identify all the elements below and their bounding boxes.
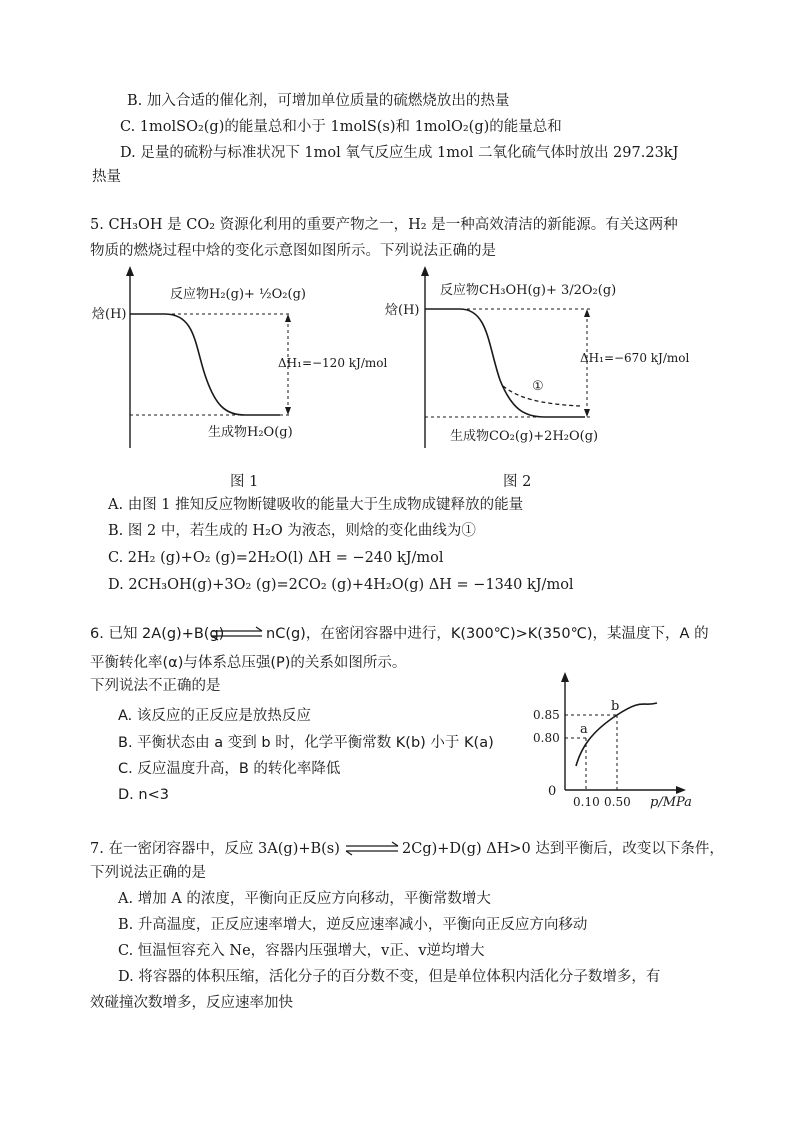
q5-option-a: A. 由图 1 推知反应物断键吸收的能量大于生成物成键释放的能量 bbox=[108, 497, 524, 513]
q6-option-d: D. n<3 bbox=[118, 787, 169, 803]
q5-option-b: B. 图 2 中，若生成的 H₂O 为液态，则焓的变化曲线为① bbox=[108, 523, 476, 539]
chart-origin-label: 0 bbox=[548, 784, 557, 799]
fig2-product-label: 生成物CO₂(g)+2H₂O(g) bbox=[450, 429, 599, 444]
chart-point-label-a: a bbox=[580, 722, 588, 737]
q6-option-a: A. 该反应的正反应是放热反应 bbox=[118, 708, 311, 724]
fig2-curve bbox=[425, 309, 585, 417]
q6-stem-line2: 平衡转化率(α)与体系总压强(P)的关系如图所示。 bbox=[90, 655, 407, 671]
q7-option-a: A. 增加 A 的浓度，平衡向正反应方向移动，平衡常数增大 bbox=[118, 891, 491, 907]
figure-1 bbox=[91, 266, 387, 448]
q5-option-d: D. 2CH₃OH(g)+3O₂ (g)=2CO₂ (g)+4H₂O(g) ΔH = −1340 kJ/mol bbox=[108, 577, 574, 593]
q7-equilibrium-arrow bbox=[346, 842, 398, 855]
q7-option-c: C. 恒温恒容充入 Ne，容器内压强增大，v正、v逆均增大 bbox=[118, 943, 485, 959]
fig1-dh-label: ΔH₁=−120 kJ/mol bbox=[278, 356, 388, 370]
q4-option-d-cont: 热量 bbox=[92, 169, 121, 185]
q4-option-d: D. 足量的硫粉与标准状况下 1mol 氧气反应生成 1mol 二氧化硫气体时放出 297.23kJ bbox=[120, 145, 679, 161]
fig2-caption: 图 2 bbox=[503, 474, 532, 490]
fig2-y-axis-label: 焓(H) bbox=[385, 303, 420, 318]
q6-option-c: C. 反应温度升高，B 的转化率降低 bbox=[118, 761, 341, 777]
fig2-reactant-label: 反应物CH₃OH(g)+ 3/2O₂(g) bbox=[440, 283, 617, 298]
q6-chart bbox=[533, 672, 692, 810]
q6-stem-line1-b: nC(g)，在密闭容器中进行，K(300℃)>K(350℃)，某温度下，A 的 bbox=[266, 626, 709, 642]
q7-stem-line2: 下列说法正确的是 bbox=[90, 865, 206, 881]
q7-option-b: B. 升高温度，正反应速率增大，逆反应速率减小，平衡向正反应方向移动 bbox=[118, 917, 588, 933]
q7-option-d-cont: 效碰撞次数增多，反应速率加快 bbox=[90, 995, 293, 1011]
fig2-marker: ① bbox=[532, 379, 544, 394]
chart-point-label-b: b bbox=[611, 699, 620, 714]
fig1-reactant-label: 反应物H₂(g)+ ½O₂(g) bbox=[170, 287, 306, 302]
fig2-y-arrow bbox=[421, 266, 429, 276]
q5-stem-line2: 物质的燃烧过程中焓的变化示意图如图所示。下列说法正确的是 bbox=[90, 243, 496, 259]
q4-option-c: C. 1molSO₂(g)的能量总和小于 1molS(s)和 1molO₂(g)的能量总和 bbox=[120, 119, 562, 135]
chart-y-tick-0.85: 0.85 bbox=[533, 708, 560, 722]
chart-y-tick-0.80: 0.80 bbox=[533, 731, 560, 745]
fig1-caption: 图 1 bbox=[230, 474, 259, 490]
q6-option-b: B. 平衡状态由 a 变到 b 时，化学平衡常数 K(b) 小于 K(a) bbox=[118, 735, 494, 751]
q6-stem-line3: 下列说法不正确的是 bbox=[90, 678, 221, 694]
q5-stem-line1: 5. CH₃OH 是 CO₂ 资源化利用的重要产物之一，H₂ 是一种高效清洁的新能源。有关这两种 bbox=[90, 217, 678, 233]
q4-option-b: B. 加入合适的催化剂，可增加单位质量的硫燃烧放出的热量 bbox=[127, 93, 510, 109]
fig2-dh-label: ΔH₁=−670 kJ/mol bbox=[580, 351, 690, 365]
fig1-curve bbox=[130, 314, 280, 415]
chart-x-tick-0.50: 0.50 bbox=[604, 795, 631, 809]
fig1-y-axis-label: 焓(H) bbox=[92, 307, 127, 322]
q7-option-d: D. 将容器的体积压缩，活化分子的百分数不变，但是单位体积内活化分子数增多，有 bbox=[118, 969, 661, 985]
q6-stem-line1-a: 6. 已知 2A(g)+B(g) bbox=[90, 626, 225, 642]
chart-x-tick-0.10: 0.10 bbox=[573, 795, 600, 809]
fig1-product-label: 生成物H₂O(g) bbox=[208, 425, 293, 440]
figure-2 bbox=[384, 266, 689, 448]
chart-x-label: p/MPa bbox=[650, 795, 692, 810]
fig1-y-arrow bbox=[126, 266, 134, 276]
q7-stem-line1-a: 7. 在一密闭容器中，反应 3A(g)+B(s) bbox=[90, 841, 340, 857]
q5-option-c: C. 2H₂ (g)+O₂ (g)=2H₂O(l) ΔH = −240 kJ/mol bbox=[108, 550, 444, 566]
q7-stem-line1-b: 2Cg)+D(g) ΔH>0 达到平衡后，改变以下条件， bbox=[402, 841, 724, 857]
